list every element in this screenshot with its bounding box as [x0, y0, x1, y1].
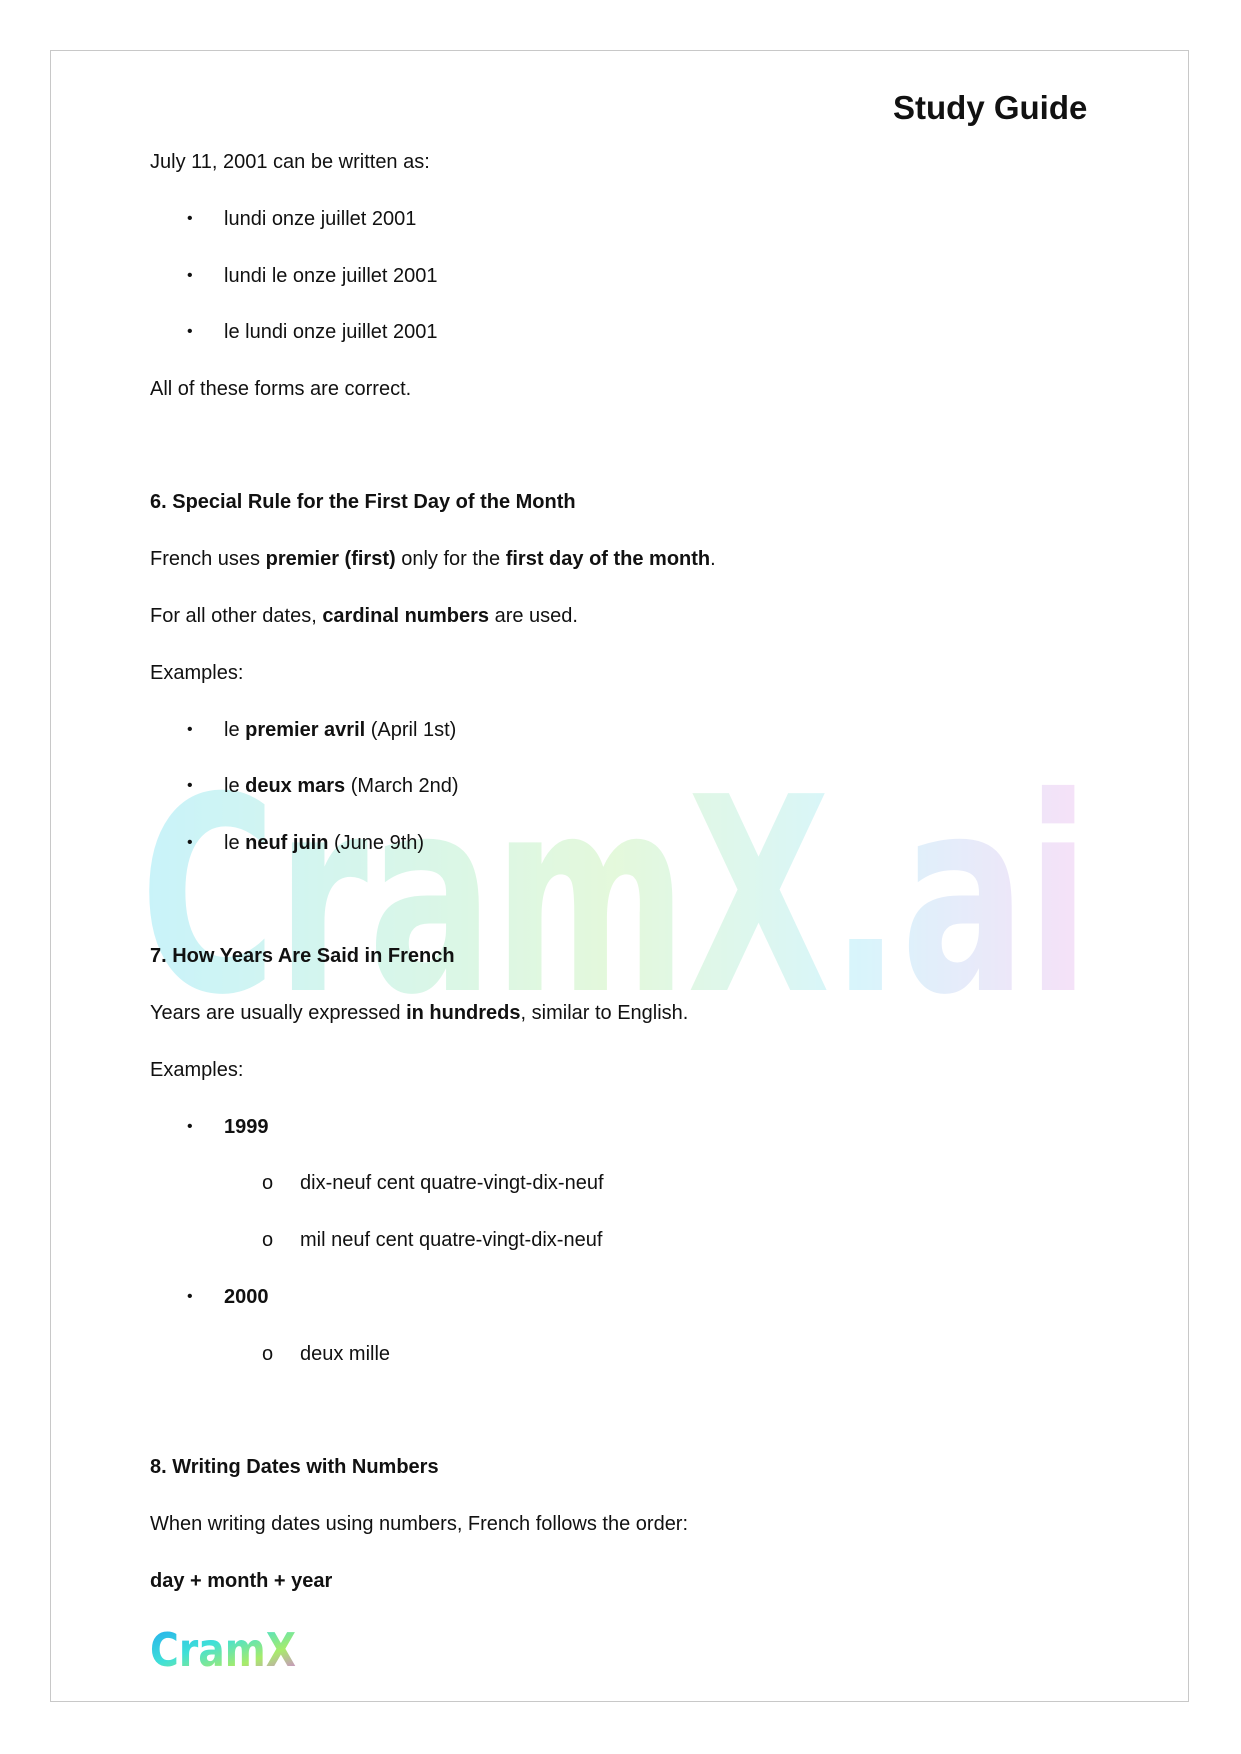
list-item: lundi onze juillet 2001 [224, 208, 417, 230]
examples-label: Examples: [150, 1059, 244, 1081]
sub-bullet: o [262, 1343, 274, 1365]
intro-conclusion: All of these forms are correct. [150, 378, 412, 400]
sub-bullet: o [262, 1172, 274, 1194]
section-7-heading: 7. How Years Are Said in French [150, 945, 455, 967]
intro-text: July 11, 2001 can be written as: [150, 151, 430, 173]
bullet: • [187, 721, 193, 738]
sub-list-item: deux mille [300, 1343, 391, 1365]
list-item: le deux mars (March 2nd) [224, 775, 459, 797]
section-6-paragraph-2: For all other dates, cardinal numbers are used. [150, 605, 578, 627]
examples-label: Examples: [150, 662, 244, 684]
bullet: • [187, 1288, 193, 1305]
cramx-logo [148, 1618, 300, 1677]
bullet: • [187, 777, 193, 794]
section-7-paragraph: Years are usually expressed in hundreds, similar to English. [150, 1002, 689, 1024]
sub-bullet: o [262, 1229, 274, 1251]
svg-text:CramX.ai: CramX.ai [140, 739, 1090, 1054]
year-item: 2000 [224, 1286, 269, 1308]
svg-text:CramX: CramX [150, 1623, 296, 1677]
list-item: le neuf juin (June 9th) [224, 832, 425, 854]
bullet: • [187, 834, 193, 851]
list-item: le premier avril (April 1st) [224, 719, 457, 741]
section-8-heading: 8. Writing Dates with Numbers [150, 1456, 439, 1478]
list-item: lundi le onze juillet 2001 [224, 265, 438, 287]
bullet: • [187, 323, 193, 340]
bullet: • [187, 267, 193, 284]
sub-list-item: mil neuf cent quatre-vingt-dix-neuf [300, 1229, 603, 1251]
year-item: 1999 [224, 1116, 269, 1138]
page-title: Study Guide [893, 89, 1088, 126]
list-item: le lundi onze juillet 2001 [224, 321, 438, 343]
section-8-paragraph: When writing dates using numbers, French follows the order: [150, 1513, 689, 1535]
bullet: • [187, 1118, 193, 1135]
sub-list-item: dix-neuf cent quatre-vingt-dix-neuf [300, 1172, 604, 1194]
section-6-heading: 6. Special Rule for the First Day of the Month [150, 491, 576, 513]
bullet: • [187, 210, 193, 227]
section-6-paragraph-1: French uses premier (first) only for the first day of the month. [150, 548, 716, 570]
date-formula: day + month + year [150, 1570, 333, 1592]
